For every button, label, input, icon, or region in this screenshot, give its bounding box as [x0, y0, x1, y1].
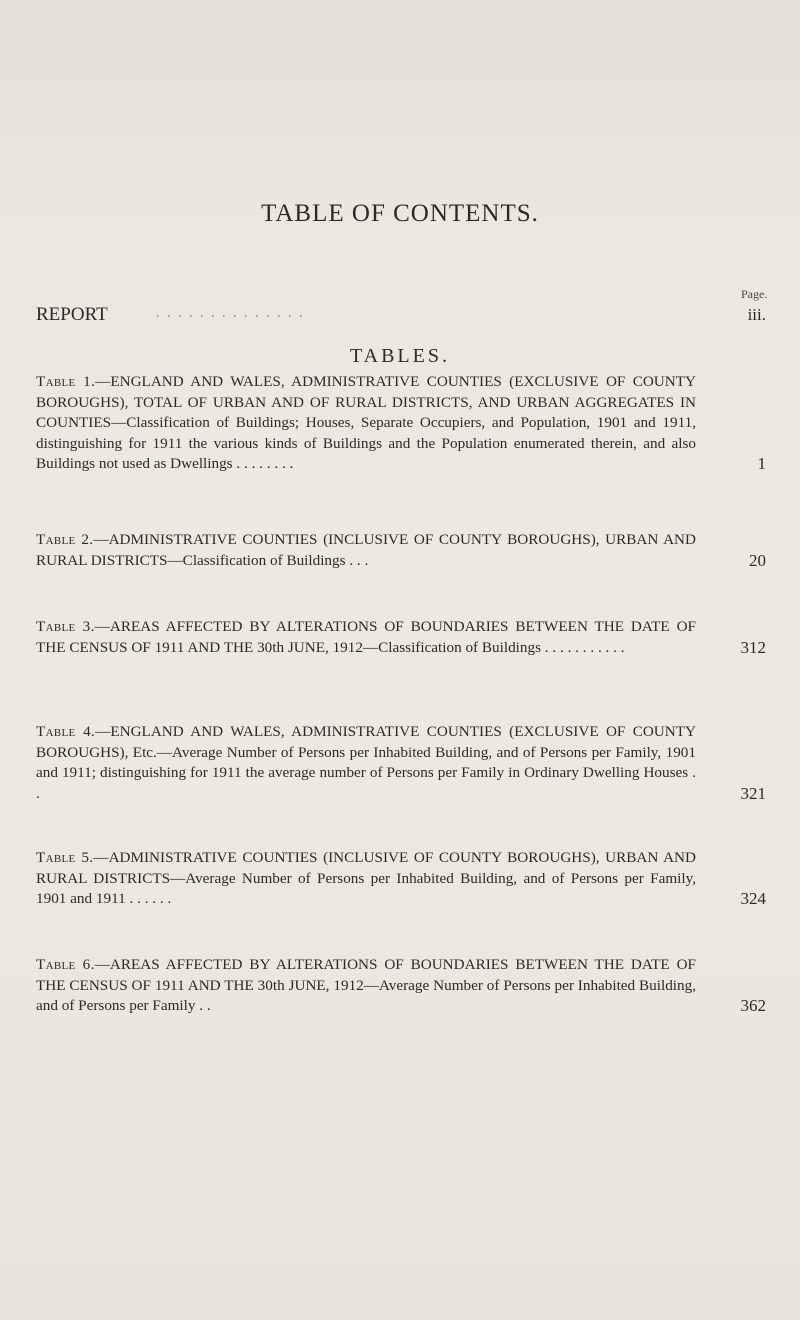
entry-text: —ADMINISTRATIVE COUNTIES (INCLUSIVE OF COUNTY BOROUGHS), URBAN AND RURAL DISTRICTS—Average Number of Persons per Inhabited Building, and of Persons per Family, 1901 and 1911 . . . . . .: [36, 849, 696, 907]
entry-label: Table 5.: [36, 849, 94, 866]
entry-page-number: 324: [740, 889, 766, 908]
entry-label: Table 3.: [36, 618, 95, 635]
entry-label: Table 6.: [36, 956, 95, 973]
entry-page-number: 362: [740, 996, 766, 1015]
toc-entry-table-6: [36, 955, 766, 1017]
entry-label: Table 2.: [36, 531, 94, 548]
report-label: REPORT: [36, 304, 108, 325]
entry-text: —ENGLAND AND WALES, ADMINISTRATIVE COUNTIES (EXCLUSIVE OF COUNTY BOROUGHS), Etc.—Average Number of Persons per Inhabited Building, and of Persons per Family, 1901 and 1911; distinguishing for 1911 the average number of Persons per Family in Ordinary Dwelling Houses . .: [36, 723, 696, 802]
page-title: TABLE OF CONTENTS.: [261, 200, 539, 227]
toc-entry-report: [36, 304, 766, 334]
entry-text: —AREAS AFFECTED BY ALTERATIONS OF BOUNDARIES BETWEEN THE DATE OF THE CENSUS OF 1911 AND THE 30th JUNE, 1912—Classification of Buildings . . . . . . . . . . .: [36, 618, 696, 656]
toc-entry-table-1: [36, 372, 766, 475]
page-column-label: Page.: [741, 287, 768, 301]
entry-text: —AREAS AFFECTED BY ALTERATIONS OF BOUNDARIES BETWEEN THE DATE OF THE CENSUS OF 1911 AND THE 30th JUNE, 1912—Average Number of Persons per Inhabited Building, and of Persons per Family . .: [36, 956, 696, 1014]
report-page-number: iii.: [747, 305, 766, 324]
entry-page-number: 321: [740, 783, 766, 803]
toc-entry-table-5: [36, 848, 766, 910]
entry-label: Table 4.: [36, 723, 96, 740]
entry-text: —ADMINISTRATIVE COUNTIES (INCLUSIVE OF COUNTY BOROUGHS), URBAN AND RURAL DISTRICTS—Classification of Buildings . . .: [36, 531, 696, 569]
entry-label: Table 1.: [36, 373, 96, 390]
toc-entry-table-4: [36, 722, 766, 804]
entry-page-number: 20: [749, 550, 766, 570]
entry-text: —ENGLAND AND WALES, ADMINISTRATIVE COUNTIES (EXCLUSIVE OF COUNTY BOROUGHS), TOTAL OF URBAN AND OF RURAL DISTRICTS, AND URBAN AGGREGATES IN COUNTIES—Classification of Buildings; Houses, Separate Occupiers, and Population, 1901 and 1911, distinguishing for 1911 the various kinds of Buildings and the Population enumerated therein, and also Buildings not used as Dwellings . . . . . . . .: [36, 373, 696, 472]
leader-dots: . . . . . . . . . . . . . .: [156, 306, 305, 321]
entry-page-number: 1: [757, 454, 766, 473]
tables-heading: TABLES.: [350, 345, 450, 367]
toc-entry-table-3: [36, 617, 766, 658]
entry-page-number: 312: [740, 637, 766, 657]
toc-entry-table-2: [36, 530, 766, 571]
